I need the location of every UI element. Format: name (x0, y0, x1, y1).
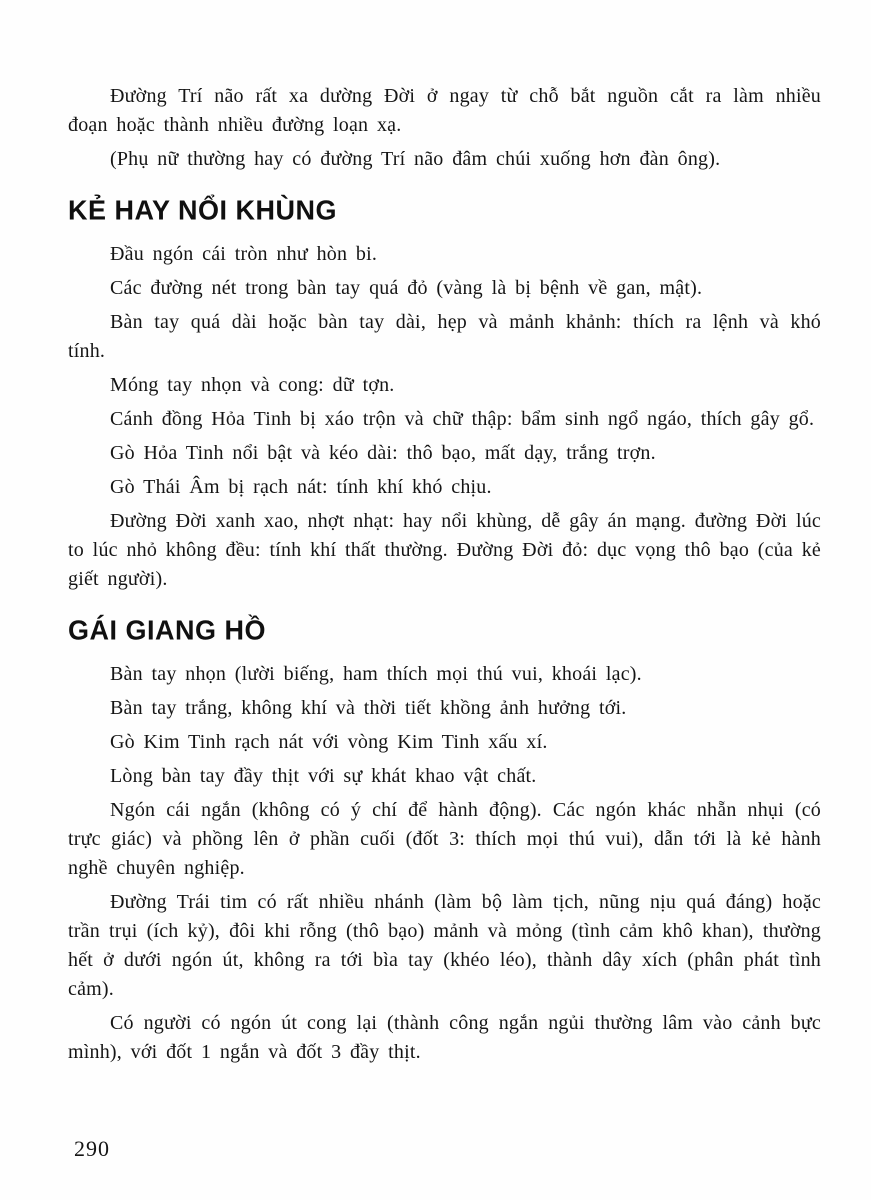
paragraph: Bàn tay nhọn (lười biếng, ham thích mọi thú vui, khoái lạc). (110, 663, 642, 685)
paragraph: Đường Trái tim có rất nhiều nhánh (làm bộ làm tịch, nũng nịu quá đáng) hoặc trần trụi (ích kỷ), đôi khi rỗng (thô bạo) mảnh và mỏng (tình cảm khô khan), thường hết ở dưới ngón út, không ra tới bìa tay (khéo léo), thành dây xích (phân phát tình cảm). (68, 891, 821, 1000)
paragraph: Bàn tay quá dài hoặc bàn tay dài, hẹp và mảnh khảnh: thích ra lệnh và khó tính. (68, 311, 821, 362)
paragraph: (Phụ nữ thường hay có đường Trí não đâm chúi xuống hơn đàn ông). (110, 148, 721, 170)
paragraph: Gò Hỏa Tinh nổi bật và kéo dài: thô bạo, mất dạy, trắng trợn. (110, 442, 656, 464)
paragraph: Gò Thái Âm bị rạch nát: tính khí khó chịu. (110, 476, 492, 498)
page-content (68, 82, 821, 1067)
paragraph: Các đường nét trong bàn tay quá đỏ (vàng là bị bệnh về gan, mật). (110, 277, 703, 299)
paragraph: Đường Đời xanh xao, nhợt nhạt: hay nổi khùng, dễ gây án mạng. đường Đời lúc to lúc nhỏ không đều: tính khí thất thường. Đường Đời đỏ: dục vọng thô bạo (của kẻ giết người). (68, 510, 821, 590)
paragraph: Gò Kim Tinh rạch nát với vòng Kim Tinh xấu xí. (110, 731, 548, 753)
paragraph: Bàn tay trắng, không khí và thời tiết khồng ảnh hưởng tới. (110, 697, 627, 719)
page-number: 290 (74, 1136, 110, 1161)
paragraph: Ngón cái ngắn (không có ý chí để hành động). Các ngón khác nhẵn nhụi (có trực giác) và phồng lên ở phần cuối (đốt 3: thích mọi thú vui), dẫn tới là kẻ hành nghề chuyên nghiệp. (68, 799, 821, 879)
paragraph: Lòng bàn tay đầy thịt với sự khát khao vật chất. (110, 765, 537, 787)
section-heading: KẺ HAY NỔI KHÙNG (68, 195, 338, 226)
paragraph: Cánh đồng Hỏa Tinh bị xáo trộn và chữ thập: bẩm sinh ngổ ngáo, thích gây gổ. (110, 408, 815, 430)
section-heading: GÁI GIANG HỒ (68, 615, 267, 646)
paragraph: Móng tay nhọn và cong: dữ tợn. (110, 374, 395, 396)
paragraph: Có người có ngón út cong lại (thành công ngắn ngủi thường lâm vào cảnh bực mình), với đốt 1 ngắn và đốt 3 đầy thịt. (68, 1012, 821, 1063)
paragraph: Đường Trí não rất xa dường Đời ở ngay từ chỗ bắt nguồn cắt ra làm nhiều đoạn hoặc thành nhiều đường loạn xạ. (68, 85, 821, 136)
paragraph: Đầu ngón cái tròn như hòn bi. (110, 243, 378, 265)
